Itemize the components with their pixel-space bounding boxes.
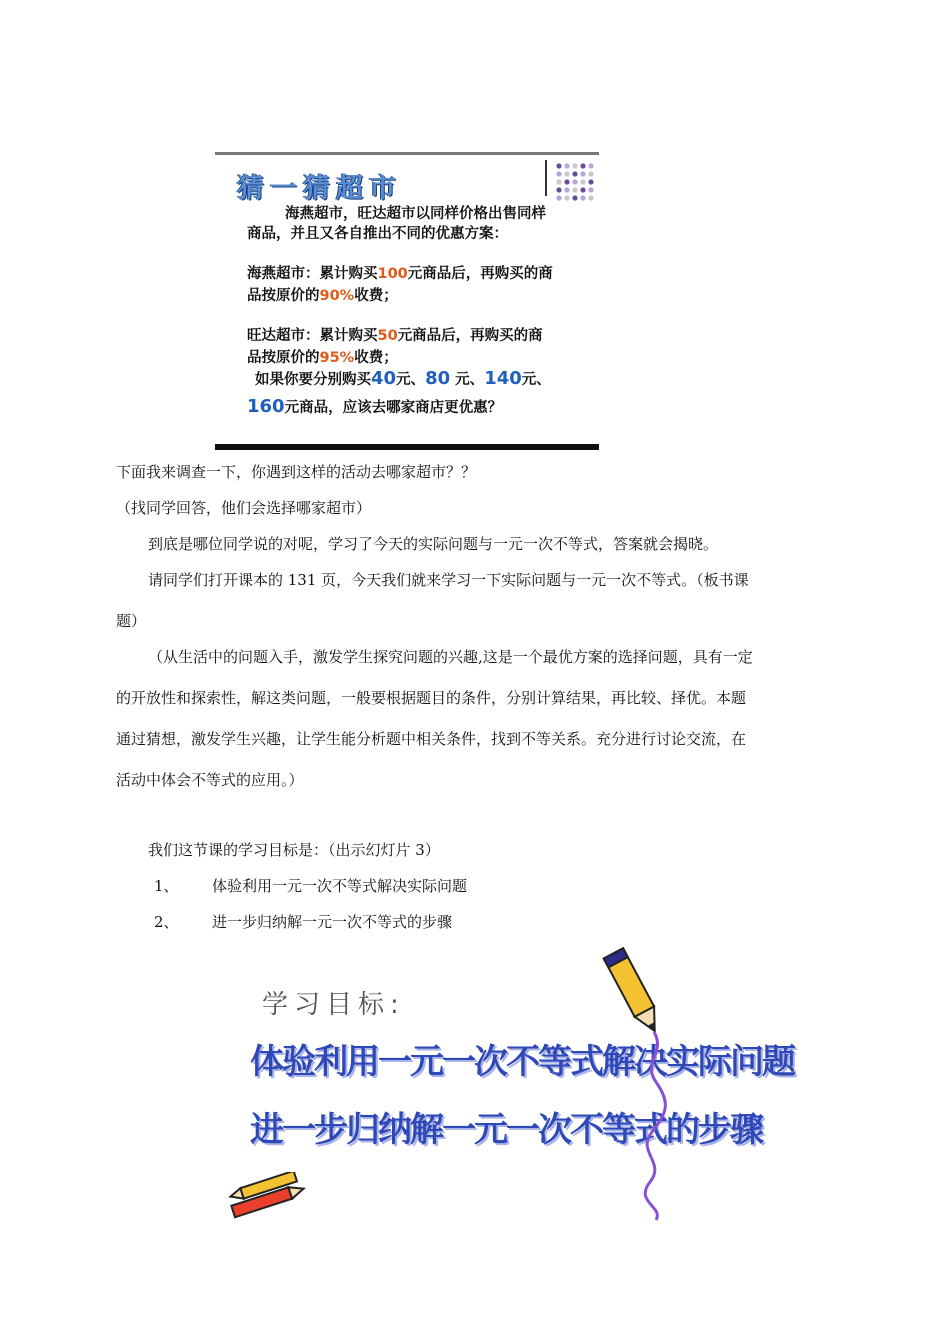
dot	[564, 187, 569, 192]
goals-heading: 学习目标:	[262, 990, 405, 1020]
slide-top-rule	[215, 152, 599, 155]
slide-text-line: 160元商品，应该去哪家商店更优惠？	[247, 396, 503, 417]
dot	[580, 179, 585, 184]
slide-text-line: 商品，并且又各自推出不同的优惠方案：	[247, 226, 508, 242]
dot	[564, 195, 569, 200]
dot	[572, 163, 577, 168]
goal-item: 体验利用一元一次不等式解决实际问题	[212, 877, 468, 895]
paragraph: 的开放性和探索性，解这类问题，一般要根据题目的条件，分别计算结果，再比较、择优。本题	[116, 689, 747, 707]
dot	[556, 171, 561, 176]
slide-text-line: 如果你要分别购买40元、80 元、140元、	[255, 368, 551, 389]
paragraph: 通过猜想，激发学生兴趣，让学生能分析题中相关条件，找到不等关系。充分进行讨论交流，在	[116, 730, 747, 748]
slide-text-line: 品按原价的95%收费；	[247, 350, 398, 366]
paragraph: （从生活中的问题入手，激发学生探究问题的兴趣,这是一个最优方案的选择问题，具有一定	[148, 648, 753, 666]
dot	[572, 179, 577, 184]
slide-divider	[545, 160, 547, 196]
paragraph: 请同学们打开课本的 131 页，今天我们就来学习一下实际问题与一元一次不等式。（板书课	[148, 571, 749, 589]
slide-title: 猜一猜超市	[237, 173, 402, 204]
slide-text-line: 旺达超市：累计购买50元商品后，再购买的商	[247, 328, 543, 344]
dot	[580, 171, 585, 176]
goal-number: 1、	[154, 877, 179, 895]
paragraph: 我们这节课的学习目标是：（出示幻灯片 3）	[148, 841, 440, 859]
dot	[556, 187, 561, 192]
pencil-icon	[600, 944, 670, 1044]
paragraph: 下面我来调查一下，你遇到这样的活动去哪家超市？？	[116, 463, 477, 481]
dot-grid-icon	[555, 162, 595, 202]
dot	[588, 179, 593, 184]
dot	[572, 171, 577, 176]
dot	[588, 187, 593, 192]
pencils-icon	[222, 1172, 317, 1232]
paragraph: （找同学回答，他们会选择哪家超市）	[116, 499, 372, 517]
slide-bottom-rule	[215, 444, 599, 450]
dot	[588, 195, 593, 200]
dot	[556, 179, 561, 184]
dot	[564, 163, 569, 168]
dot	[572, 195, 577, 200]
squiggle-line-icon	[642, 1032, 672, 1222]
dot	[588, 171, 593, 176]
dot	[564, 171, 569, 176]
slide-text-line: 品按原价的90%收费；	[247, 288, 398, 304]
paragraph: 题）	[116, 612, 147, 630]
paragraph: 到底是哪位同学说的对呢，学习了今天的实际问题与一元一次不等式，答案就会揭晓。	[148, 535, 719, 553]
paragraph: 活动中体会不等式的应用。）	[116, 771, 304, 789]
slide-text-line: 海燕超市：累计购买100元商品后，再购买的商	[247, 266, 553, 282]
goal-slide-line: 体验利用一元一次不等式解决实际问题	[250, 1042, 794, 1082]
dot	[556, 163, 561, 168]
dot	[564, 179, 569, 184]
goal-item: 进一步归纳解一元一次不等式的步骤	[212, 913, 453, 931]
dot	[572, 187, 577, 192]
learning-goals-slide	[222, 942, 794, 1232]
goal-slide-line: 进一步归纳解一元一次不等式的步骤	[250, 1110, 762, 1150]
dot	[580, 195, 585, 200]
goal-number: 2、	[154, 913, 179, 931]
slide-text-line: 海燕超市，旺达超市以同样价格出售同样	[285, 206, 546, 222]
dot	[588, 163, 593, 168]
dot	[580, 187, 585, 192]
dot	[580, 163, 585, 168]
supermarket-slide	[215, 152, 599, 450]
dot	[556, 195, 561, 200]
